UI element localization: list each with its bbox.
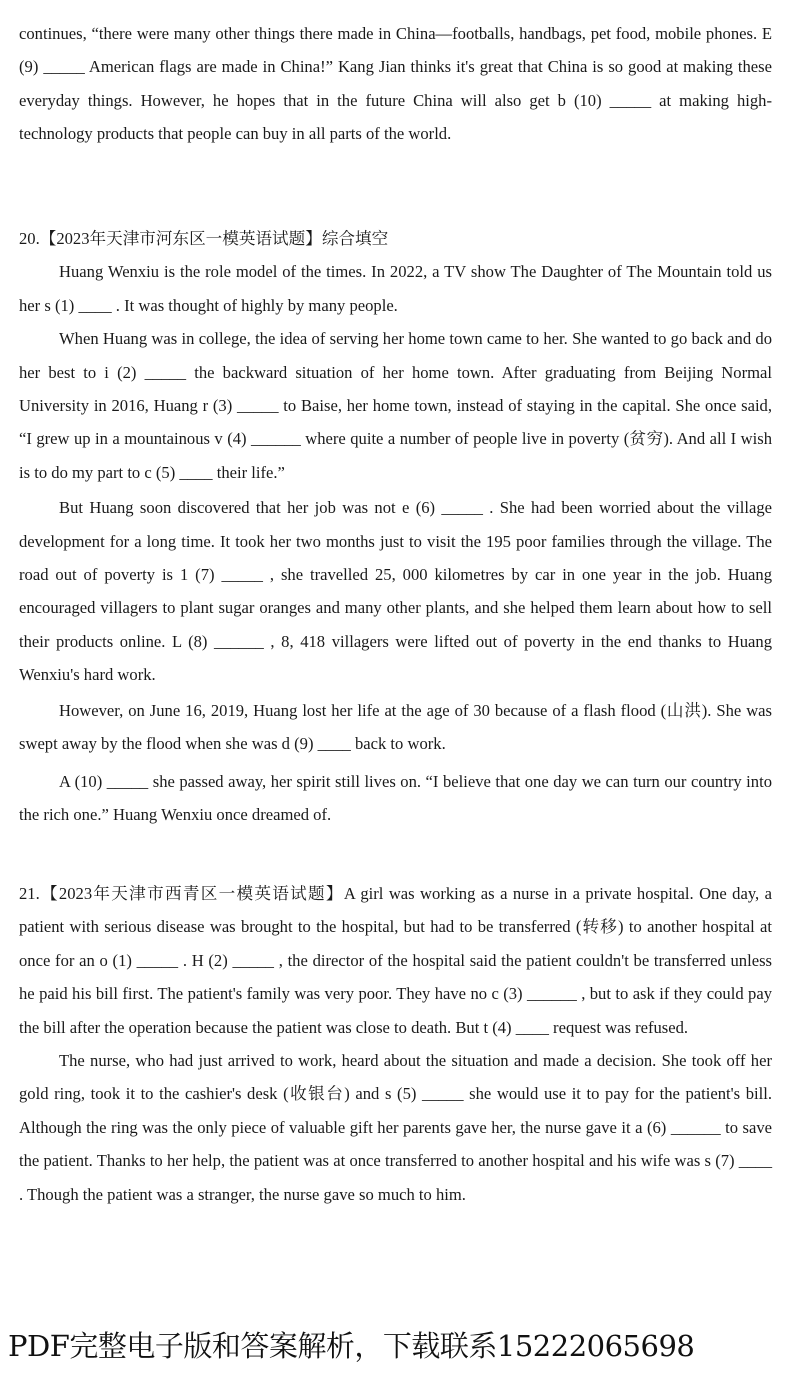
section-20-paragraph-3: But Huang soon discovered that her job was not e (6) _____ . She had been worried about the village development for a long time. It took her two months just to visit the 195 poor families through the village. The road out of poverty is 1 (7) _____ , she travelled 25, 000 kilometres by car in one year in the job. Huang encouraged villagers to plant sugar oranges and many other plants, and she helped them learn about how to sell their products online. L (8) ______ , 8, 418 villagers were lifted out of poverty in the end thanks to Huang Wenxiu's hard work. [19, 498, 772, 685]
section-21-paragraph-1: 21.【2023年天津市西青区一模英语试题】A girl was working as a nurse in a private hospital. One day, a patient with serious disease was brought to the hospital, but had to be transferred (转移) to another hospital at once for an o (1) _____ . H (2) _____ , the director of the hospital said the patient couldn't be transferred unless he paid his bill first. The patient's family was very poor. They have no c (3) ______ , but to ask if they could pay the bill after the operation because the patient was close to death. But t (4) ____ request was refused. [19, 884, 772, 1037]
section-20-heading: 20.【2023年天津市河东区一模英语试题】综合填空 [19, 229, 389, 248]
section-19-paragraph: continues, “there were many other things there made in China—footballs, handbags, pet food, mobile phones. E (9) _____ American flags are made in China!” Kang Jian thinks it's great that China is so good at making these everyday things. However, he hopes that in the future China will also get b (10) _____ at making high-technology products that people can buy in all parts of the world. [19, 24, 772, 144]
section-21-paragraph-2: The nurse, who had just arrived to work, heard about the situation and made a decision. She took off her gold ring, took it to the cashier's desk (收银台) and s (5) _____ she would use it to pay for the patient's bill. Although the ring was the only piece of valuable gift her parents gave her, the nurse gave it a (6) ______ to save the patient. Thanks to her help, the patient was at once transferred to another hospital and his wife was s (7) ____ . Though the patient was a stranger, the nurse gave so much to him. [19, 1051, 772, 1204]
download-contact-footer: PDF完整电子版和答案解析，下载联系15222065698 [8, 1329, 695, 1363]
section-20-paragraph-2: When Huang was in college, the idea of serving her home town came to her. She wanted to go back and do her best to i (2) _____ the backward situation of her home town. After graduating from Beijing Normal University in 2016, Huang r (3) _____ to Baise, her home town, instead of staying in the capital. She once said, “I grew up in a mountainous v (4) ______ where quite a number of people live in poverty (贫穷). And all I wish is to do my part to c (5) ____ their life.” [19, 329, 772, 482]
section-19-tail [19, 17, 772, 151]
section-20-paragraph-1: Huang Wenxiu is the role model of the times. In 2022, a TV show The Daughter of The Mountain told us her s (1) ____ . It was thought of highly by many people. [19, 262, 772, 315]
section-20-paragraph-5: A (10) _____ she passed away, her spirit still lives on. “I believe that one day we can turn our country into the rich one.” Huang Wenxiu once dreamed of. [19, 771, 772, 824]
section-20 [19, 222, 772, 831]
section-20-paragraph-4: However, on June 16, 2019, Huang lost her life at the age of 30 because of a flash flood (山洪). She was swept away by the flood when she was d (9) ____ back to work. [19, 700, 772, 754]
section-21 [19, 877, 772, 1211]
